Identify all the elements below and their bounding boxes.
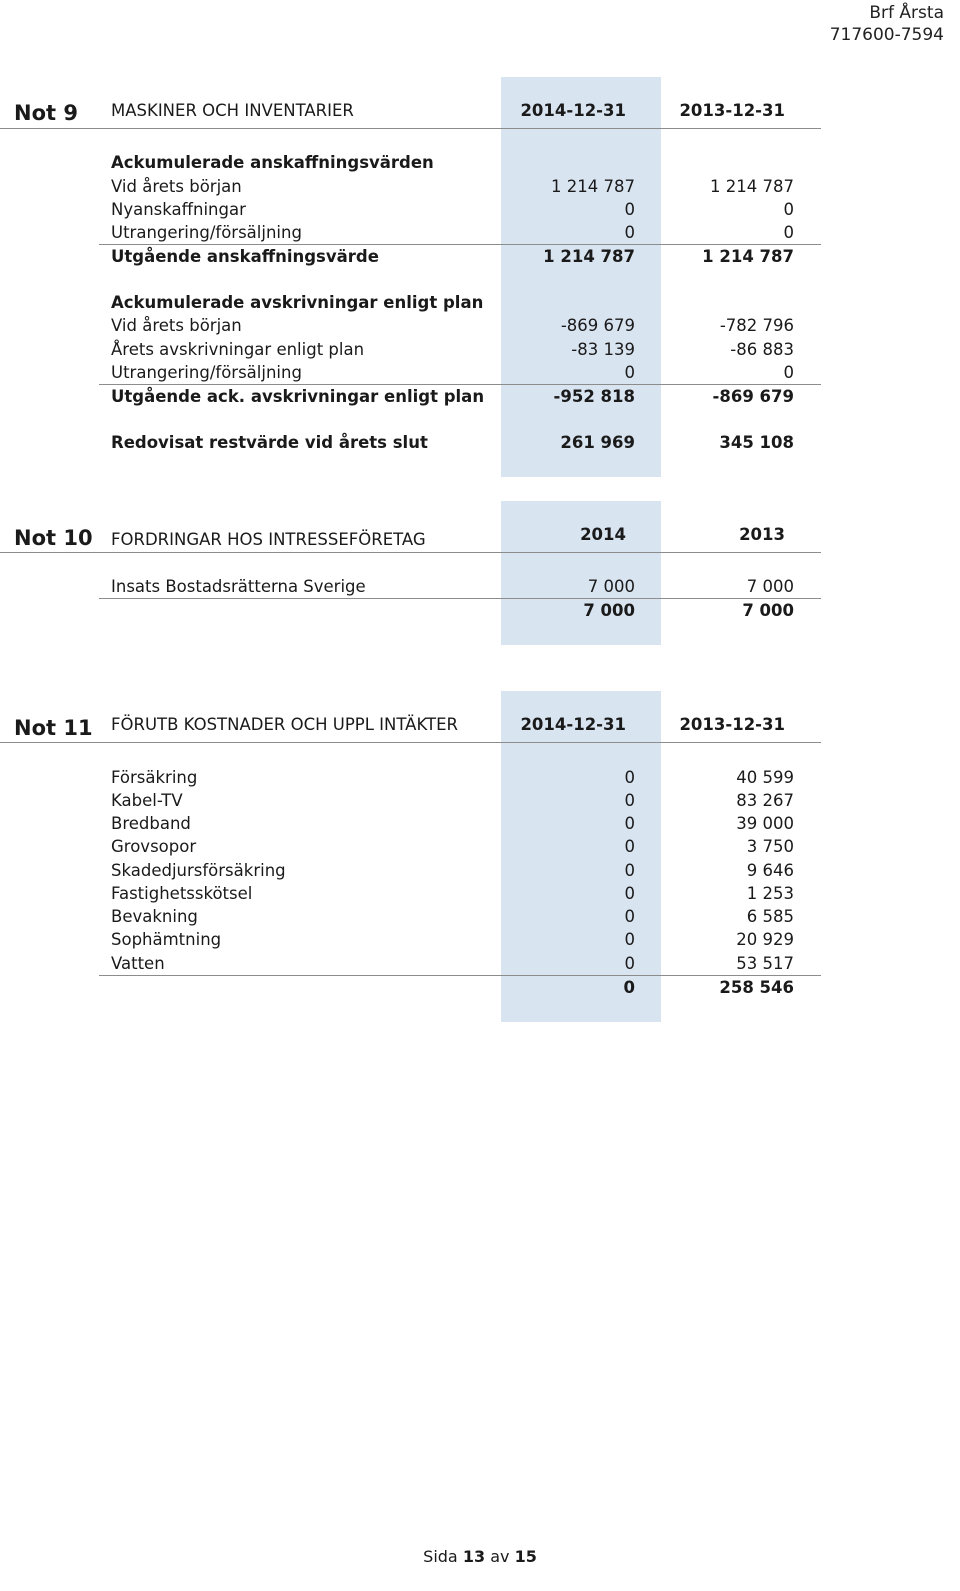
table-row [111, 952, 794, 975]
org-number: 717600-7594 [829, 25, 944, 45]
row-value-2014: -869 679 [560, 316, 635, 335]
table-row [111, 766, 794, 789]
row-value-2014: 0 [624, 930, 635, 949]
row-label: Utrangering/försäljning [111, 363, 302, 382]
note10-col2-header: 2013 [739, 525, 785, 544]
row-label: Försäkring [111, 768, 198, 787]
note9-col2-header: 2013-12-31 [679, 101, 785, 120]
row-value-2014: 0 [624, 954, 635, 973]
row-value-2013: 9 646 [746, 861, 794, 880]
total-value-2013: 258 546 [719, 978, 794, 997]
row-value-2014: 0 [624, 907, 635, 926]
note11-header-rule [0, 742, 821, 743]
row-label: Utrangering/försäljning [111, 223, 302, 242]
row-label: Sophämtning [111, 930, 222, 949]
row-label: Årets avskrivningar enligt plan [111, 340, 365, 359]
note9-title: MASKINER OCH INVENTARIER [111, 101, 354, 120]
row-value-2014: 0 [624, 791, 635, 810]
footer-page-total: 15 [514, 1547, 537, 1566]
total-value-2014: 1 214 787 [543, 247, 635, 266]
total-row [111, 599, 794, 622]
table-row [111, 812, 794, 835]
footer-prefix: Sida [423, 1547, 458, 1566]
row-value-2013: 3 750 [746, 837, 794, 856]
total-value-2013: 7 000 [742, 601, 794, 620]
row-value-2014: 7 000 [587, 577, 635, 596]
table-row [111, 835, 794, 858]
row-value-2014: 0 [624, 363, 635, 382]
row-label: Insats Bostadsrätterna Sverige [111, 577, 366, 596]
table-row [111, 361, 794, 384]
note10-title: FORDRINGAR HOS INTRESSEFÖRETAG [111, 530, 426, 549]
residual-value-2013: 345 108 [719, 433, 794, 452]
section-heading-label: Ackumulerade avskrivningar enligt plan [111, 293, 484, 312]
row-label: Vatten [111, 954, 165, 973]
row-value-2013: 0 [783, 363, 794, 382]
row-value-2013: 83 267 [736, 791, 794, 810]
row-value-2014: 0 [624, 768, 635, 787]
row-label: Nyanskaffningar [111, 200, 246, 219]
total-label: Utgående anskaffningsvärde [111, 247, 379, 266]
note9-header-rule [0, 128, 821, 129]
table-row [111, 928, 794, 951]
row-label: Bredband [111, 814, 191, 833]
note10-header-rule [0, 552, 821, 553]
table-row [111, 789, 794, 812]
row-value-2013: 1 214 787 [710, 177, 794, 196]
total-label: Utgående ack. avskrivningar enligt plan [111, 387, 485, 406]
table-row [111, 175, 794, 198]
total-value-2014: 7 000 [583, 601, 635, 620]
row-value-2014: 0 [624, 861, 635, 880]
total-value-2014: 0 [623, 978, 635, 997]
row-label: Fastighetsskötsel [111, 884, 253, 903]
note10-col1-header: 2014 [580, 525, 626, 544]
row-value-2013: 39 000 [736, 814, 794, 833]
row-value-2013: 7 000 [746, 577, 794, 596]
row-label: Vid årets början [111, 316, 242, 335]
table-row [111, 882, 794, 905]
note9-section-heading [111, 151, 791, 174]
table-row [111, 221, 794, 244]
row-label: Grovsopor [111, 837, 197, 856]
row-value-2013: 6 585 [746, 907, 794, 926]
row-value-2014: 0 [624, 814, 635, 833]
table-row [111, 198, 794, 221]
row-value-2013: 40 599 [736, 768, 794, 787]
table-row [111, 859, 794, 882]
row-value-2013: 0 [783, 223, 794, 242]
row-label: Skadedjursförsäkring [111, 861, 286, 880]
table-row [111, 905, 794, 928]
note9-section-heading [111, 291, 791, 314]
row-value-2013: -86 883 [730, 340, 794, 359]
page-footer [0, 1546, 960, 1568]
total-row [111, 385, 794, 408]
row-label: Vid årets början [111, 177, 242, 196]
total-row [111, 976, 794, 999]
company-name: Brf Årsta [869, 3, 944, 23]
total-value-2014: -952 818 [553, 387, 635, 406]
row-value-2014: 1 214 787 [551, 177, 635, 196]
note11-number: Not 11 [14, 716, 93, 740]
row-label: Kabel-TV [111, 791, 183, 810]
row-label: Bevakning [111, 907, 198, 926]
note11-col1-header: 2014-12-31 [520, 715, 626, 734]
row-value-2014: 0 [624, 200, 635, 219]
note10-number: Not 10 [14, 526, 93, 550]
note11-title: FÖRUTB KOSTNADER OCH UPPL INTÄKTER [111, 715, 458, 734]
residual-value-2014: 261 969 [560, 433, 635, 452]
residual-label: Redovisat restvärde vid årets slut [111, 433, 428, 452]
note11-col2-header: 2013-12-31 [679, 715, 785, 734]
row-value-2013: -782 796 [719, 316, 794, 335]
row-value-2013: 0 [783, 200, 794, 219]
note9-number: Not 9 [14, 101, 78, 125]
table-row [111, 575, 794, 598]
row-value-2013: 20 929 [736, 930, 794, 949]
section-heading-label: Ackumulerade anskaffningsvärden [111, 153, 434, 172]
row-value-2013: 1 253 [746, 884, 794, 903]
total-value-2013: -869 679 [712, 387, 794, 406]
total-row [111, 245, 794, 268]
table-row [111, 338, 794, 361]
table-row [111, 314, 794, 337]
row-value-2014: 0 [624, 223, 635, 242]
total-value-2013: 1 214 787 [702, 247, 794, 266]
row-value-2014: 0 [624, 884, 635, 903]
footer-middle: av [490, 1547, 510, 1566]
footer-page-number: 13 [462, 1547, 486, 1566]
row-value-2014: -83 139 [571, 340, 635, 359]
note9-highlight-band [501, 77, 661, 477]
row-value-2013: 53 517 [736, 954, 794, 973]
note9-col1-header: 2014-12-31 [520, 101, 626, 120]
residual-value-row [111, 431, 794, 454]
row-value-2014: 0 [624, 837, 635, 856]
